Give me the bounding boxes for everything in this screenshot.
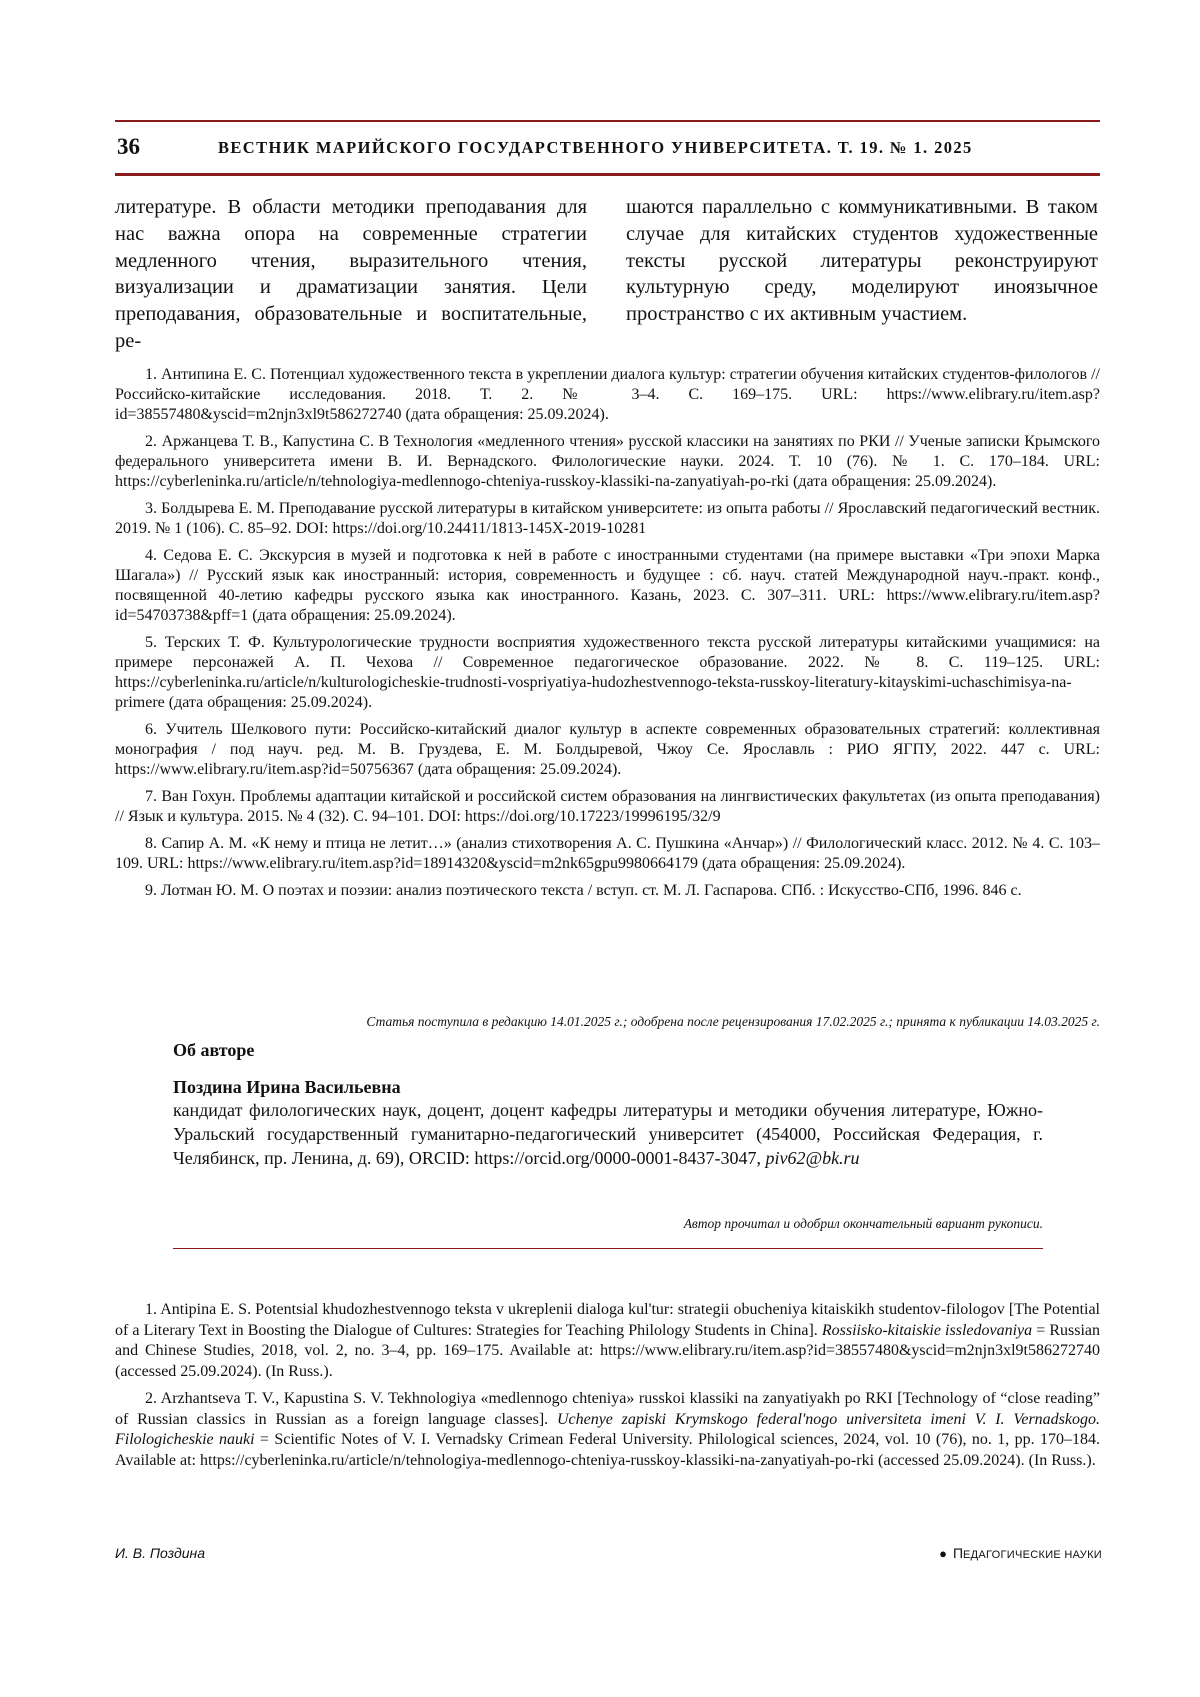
reference-item: 4. Седова Е. С. Экскурсия в музей и подготовка к ней в работе с иностранными студентами (на примере выставки «Три эпохи Марка Шагала») // Русский язык как иностранный: история, современность и будущее : сб. науч. статей Международной науч.-практ. конф., посвященной 40-летию кафедры русского языка как иностранного. Казань, 2023. С. 307–311. URL: https://www.elibrary.ru/item.asp?id=54703738&pff=1 (дата обращения: 25.09.2024).	[115, 547, 1100, 624]
running-header	[115, 134, 1100, 164]
reference-text: 2. Arzhantseva T. V., Kapustina S. V. Tekhnologiya «medlennogo chteniya» russkoi klassiki na zanyatiyakh po RKI [Technology of “close reading” of Russian classics in Russian as a foreign language classes].	[115, 1390, 1100, 1428]
reference-list-en	[115, 1300, 1100, 1478]
approval-note: Автор прочитал и одобрил окончательный вариант рукописи.	[683, 1216, 1043, 1231]
reference-item-en	[115, 1389, 1100, 1471]
author-bio	[173, 1098, 1043, 1170]
reference-journal: Uchenye zapiski Krymskogo federal'nogo universiteta imeni V. I. Vernadskogo. Filologicheskie nauki	[115, 1410, 1100, 1448]
body-column-right	[626, 194, 1098, 328]
about-author	[173, 1040, 1043, 1170]
reference-text: = Russian and Chinese Studies, 2018, vol. 2, no. 3–4, pp. 169–175. Available at: https://www.elibrary.ru/item.asp?id=38557480&yscid=m2njn3xl9t586272740 (accessed 25.09.2024). (In Russ.).	[115, 1321, 1100, 1380]
reference-item: 6. Учитель Шелкового пути: Российско-китайский диалог культур в аспекте современных образовательных стратегий: коллективная монография / под науч. ред. М. В. Груздева, Е. М. Болдыревой, Чжоу Се. Ярославль : РИО ЯГПУ, 2022. 447 с. URL: https://www.elibrary.ru/item.asp?id=50756367 (дата обращения: 25.09.2024).	[115, 721, 1100, 778]
footer-section-initial: П	[952, 1545, 963, 1561]
reference-item: 2. Аржанцева Т. В., Капустина С. В Технология «медленного чтения» русской классики на занятиях по РКИ // Ученые записки Крымского федерального университета имени В. И. Вернадского. Филологические науки. 2024. Т. 10 (76). № 1. С. 170–184. URL: https://cyberleninka.ru/article/n/tehnologiya-medlennogo-chteniya-russkoy-klassiki-na-zanyatiyah-po-rki (дата обращения: 25.09.2024).	[115, 433, 1100, 490]
reference-item: 1. Антипина Е. С. Потенциал художественного текста в укреплении диалога культур: стратегии обучения китайских студентов-филологов // Российско-китайские исследования. 2018. Т. 2. № 3–4. С. 169–175. URL: https://www.elibrary.ru/item.asp?id=38557480&yscid=m2njn3xl9t586272740 (дата обращения: 25.09.2024).	[115, 366, 1100, 423]
reference-text: = Scientific Notes of V. I. Vernadsky Crimean Federal University. Philological sciences, 2024, vol. 10 (76), no. 1, pp. 170–184. Available at: https://cyberleninka.ru/article/n/tehnologiya-medlennogo-chteniya-russkoy-klassiki-na-zanyatiyah-po-rki (accessed 25.09.2024). (In Russ.).	[115, 1431, 1100, 1469]
header-top-rule	[115, 120, 1100, 122]
header-bottom-rule	[115, 173, 1100, 176]
section-divider	[173, 1248, 1043, 1249]
page-number: 36	[117, 134, 140, 159]
reference-text: 1. Antipina E. S. Potentsial khudozhestvennogo teksta v ukreplenii dialoga kul'tur: strategii obucheniya kitaiskikh studentov-filologov [The Potential of a Literary Text in Boosting the Dialogue of Cultures: Strategies for Teaching Philology Students in China].	[115, 1301, 1100, 1339]
author-name: Поздина Ирина Васильевна	[173, 1077, 401, 1097]
footer-section	[939, 1545, 1102, 1561]
body-paragraph-right: шаются параллельно с коммуникативными. В таком случае для китайских студентов художественные тексты русской литературы реконструируют культурную среду, моделируют иноязычное пространство с их активным участием.	[626, 196, 1098, 326]
footer-section-rest: ЕДАГОГИЧЕСКИЕ НАУКИ	[963, 1549, 1102, 1561]
author-bio-text: кандидат филологических наук, доцент, доцент кафедры литературы и методики обучения литературе, Южно-Уральский государственный гуманитарно-педагогический университет (454000, Российская Федерация, г. Челябинск, пр. Ленина, д. 69), ORCID: https://orcid.org/0000-0001-8437-3047,	[173, 1100, 1043, 1168]
author-email: piv62@bk.ru	[765, 1148, 860, 1168]
reference-item: 8. Сапир А. М. «К нему и птица не летит…» (анализ стихотворения А. С. Пушкина «Анчар») // Филологический класс. 2012. № 4. С. 103–109. URL: https://www.elibrary.ru/item.asp?id=18914320&yscid=m2nk65gpu9980664179 (дата обращения: 25.09.2024).	[115, 835, 1100, 872]
reference-journal: Rossiisko-kitaiskie issledovaniya	[821, 1321, 1033, 1339]
reference-item: 9. Лотман Ю. М. О поэтах и поэзии: анализ поэтического текста / вступ. ст. М. Л. Гаспарова. СПб. : Искусство-СПб, 1996. 846 с.	[145, 882, 1022, 899]
bullet-icon: ●	[939, 1546, 947, 1561]
body-column-left	[115, 194, 587, 355]
about-author-heading: Об авторе	[173, 1040, 255, 1060]
reference-item: 3. Болдырева Е. М. Преподавание русской литературы в китайском университете: из опыта работы // Ярославский педагогический вестник. 2019. № 1 (106). С. 85–92. DOI: https://doi.org/10.24411/1813-145X-2019-10281	[115, 500, 1100, 537]
submission-note: Статья поступила в редакцию 14.01.2025 г.; одобрена после рецензирования 17.02.2025 г.; принята к публикации 14.03.2025 г.	[366, 1014, 1100, 1029]
footer-author: И. В. Поздина	[115, 1545, 206, 1561]
journal-title: ВЕСТНИК МАРИЙСКОГО ГОСУДАРСТВЕННОГО УНИВЕРСИТЕТА. Т. 19. № 1. 2025	[218, 138, 973, 157]
reference-item: 7. Ван Гохун. Проблемы адаптации китайской и российской систем образования на лингвистических факультетах (из опыта преподавания) // Язык и культура. 2015. № 4 (32). С. 94–101. DOI: https://doi.org/10.17223/19996195/32/9	[115, 788, 1100, 825]
body-paragraph-left: литературе. В области методики преподавания для нас важна опора на современные стратегии медленного чтения, выразительного чтения, визуализации и драматизации занятия. Цели преподавания, образовательные и воспитательные, ре-	[115, 196, 587, 352]
reference-list	[115, 365, 1100, 908]
reference-item-en	[115, 1300, 1100, 1382]
reference-item: 5. Терских Т. Ф. Культурологические трудности восприятия художественного текста русской литературы китайскими учащимися: на примере персонажей А. П. Чехова // Современное педагогическое образование. 2022. № 8. С. 119–125. URL: https://cyberleninka.ru/article/n/kulturologicheskie-trudnosti-vospriyatiya-hudozhestvennogo-teksta-russkoy-literatury-kitayskimi-uchaschimisya-na-primere (дата обращения: 25.09.2024).	[115, 634, 1100, 711]
